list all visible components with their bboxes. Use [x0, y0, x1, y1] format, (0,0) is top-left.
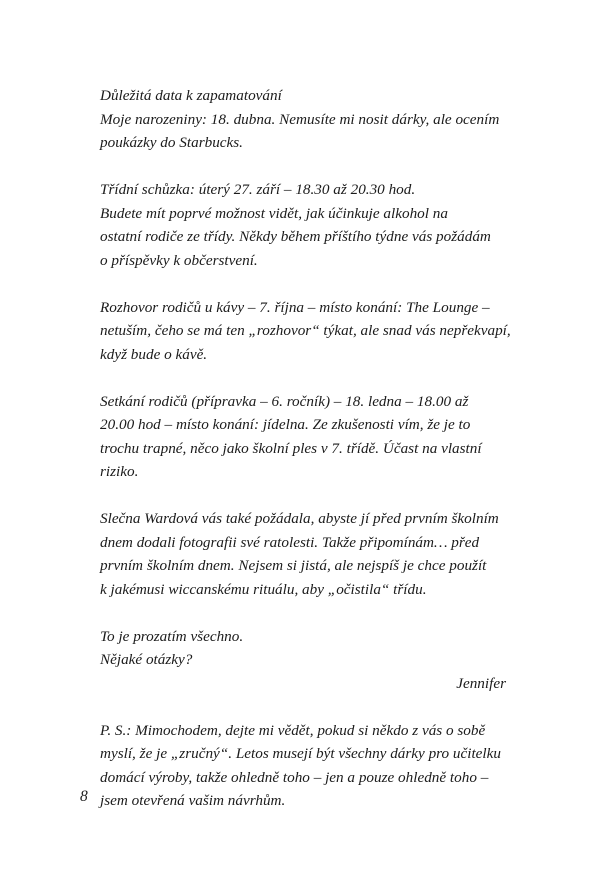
text-line: P. S.: Mimochodem, dejte mi vědět, pokud si někdo z vás o sobě — [100, 721, 486, 739]
text-line: k jakémusi wiccanskému rituálu, aby „očistila“ třídu. — [100, 580, 427, 598]
text-line: To je prozatím všechno. — [100, 627, 244, 645]
paragraph-gap — [100, 272, 510, 296]
text-line: Budete mít poprvé možnost vidět, jak účinkuje alkohol na — [100, 204, 448, 222]
paragraph-parents-meeting — [100, 390, 510, 484]
text-line: 20.00 hod – místo konání: jídelna. Ze zkušenosti vím, že je to — [100, 416, 471, 433]
paragraph-photo-request — [100, 507, 510, 601]
signature: Jennifer — [456, 674, 506, 692]
text-line: Setkání rodičů (přípravka – 6. ročník) – 18. ledna – 18.00 až — [100, 392, 469, 410]
text-line: riziko. — [100, 463, 139, 480]
paragraph-coffee-talk — [100, 296, 510, 367]
text-line: Rozhovor rodičů u kávy – 7. října – místo konání: The Lounge – — [100, 298, 490, 316]
paragraph-postscript — [100, 719, 510, 813]
paragraph-closing — [100, 625, 510, 696]
paragraph-gap — [100, 366, 510, 390]
text-line: trochu trapné, něco jako školní ples v 7. třídě. Účast na vlastní — [100, 439, 482, 457]
text-line: dnem dodali fotografii své ratolesti. Takže připomínám… před — [100, 533, 480, 551]
paragraph-gap — [100, 484, 510, 508]
text-line: poukázky do Starbucks. — [100, 134, 243, 151]
text-line: Nějaké otázky? — [100, 651, 193, 668]
text-line: Třídní schůzka: úterý 27. září – 18.30 až 20.30 hod. — [100, 181, 416, 198]
paragraph-class-meeting — [100, 178, 510, 272]
text-line: myslí, že je „zručný“. Letos musejí být všechny dárky pro učitelku — [100, 745, 501, 762]
text-line: domácí výroby, takže ohledně toho – jen a pouze ohledně toho – — [100, 768, 489, 786]
page-number: 8 — [80, 788, 88, 805]
text-line: Moje narozeniny: 18. dubna. Nemusíte mi nosit dárky, ale ocením — [100, 110, 500, 128]
text-line: ostatní rodiče ze třídy. Někdy během příštího týdne vás požádám — [100, 228, 491, 245]
text-line: Slečna Wardová vás také požádala, abyste jí před prvním školním — [100, 510, 499, 527]
text-line: o příspěvky k občerstvení. — [100, 251, 258, 269]
paragraph-gap — [100, 695, 510, 719]
paragraph-gap — [100, 155, 510, 179]
text-line: netuším, čeho se má ten „rozhovor“ týkat, ale snad vás nepřekvapí, — [100, 322, 511, 339]
paragraph-important-dates — [100, 84, 510, 155]
paragraph-gap — [100, 601, 510, 625]
text-line: prvním školním dnem. Nejsem si jistá, ale nejspíš je chce použít — [100, 557, 487, 574]
text-line: když bude o kávě. — [100, 345, 208, 363]
text-line: jsem otevřená vašim návrhům. — [100, 792, 286, 809]
letter-body — [100, 84, 510, 813]
text-line: Důležitá data k zapamatování — [100, 87, 282, 104]
